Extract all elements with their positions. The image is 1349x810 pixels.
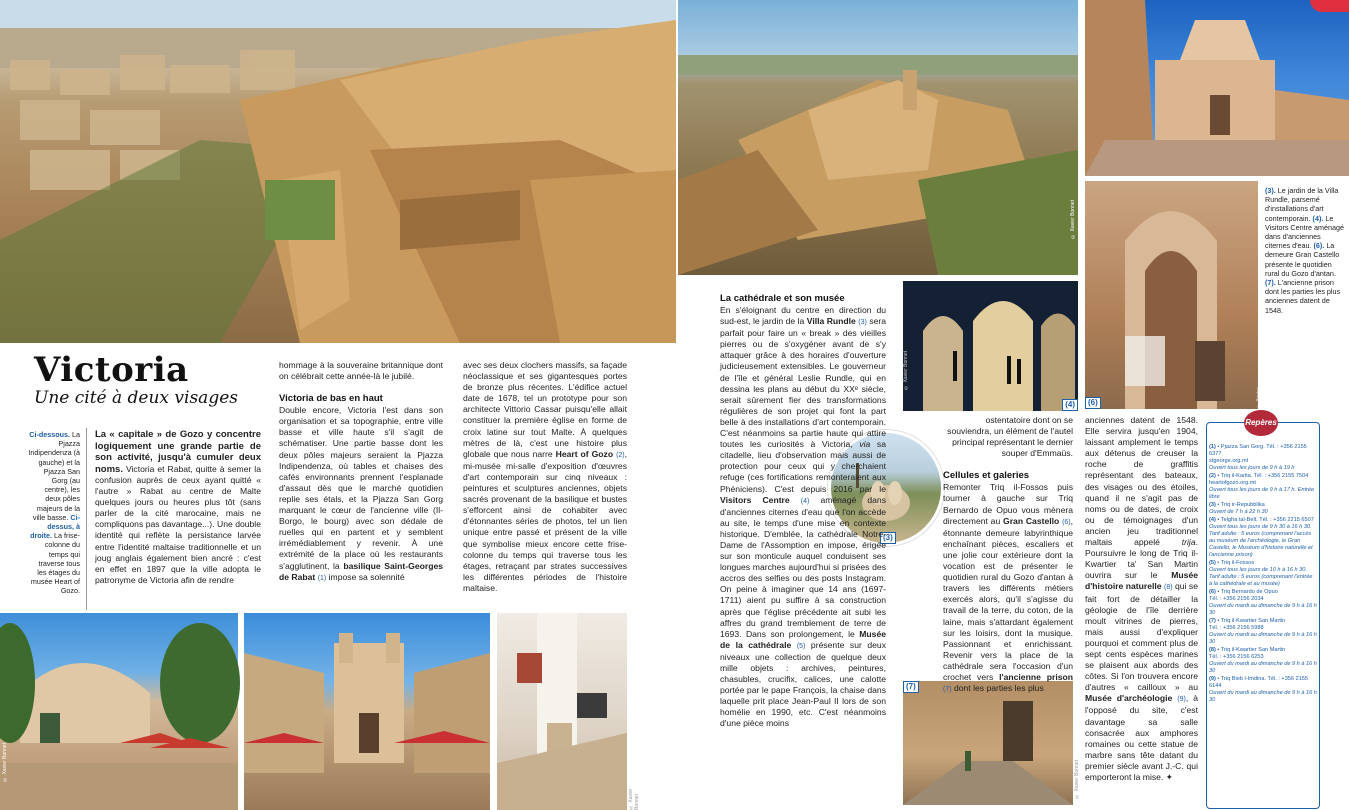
- section-heading: Victoria de bas en haut: [279, 393, 383, 405]
- reperes-hours: Ouvert du mardi au dimanche de 9 h à 16 h 30: [1209, 632, 1317, 645]
- body-text: aménagé dans d'anciennes citernes d'eau que l'on accède au site, le temps d'une mise en contexte historique. D'emblée, la cathédrale Notre-Dame de l'Assomption en impose, érigée sur son monticule auquel conduisent ses longues marches aujourd'hui si prisées des accros des selfies ou des posts Instagram. On peine à imaginer que 14 ans (1697-1711) aient pu suffire à sa construction après que l'église précédente ait subi les affres du grand tremblement de terre de 1693. Dans son prolongement, le: [720, 494, 886, 639]
- place-link: Musée d'histoire naturelle: [1085, 570, 1199, 592]
- reperes-contact: stgeorge.org.mt: [1209, 458, 1249, 464]
- reperes-contact: heartofgozo.org.mt: [1209, 480, 1256, 486]
- section-heading: La cathédrale et son musée: [720, 293, 845, 304]
- heart-of-gozo-photo: [497, 613, 627, 810]
- reperes-address: • Pjazza San Gorg. Tél. : +356 2155 6377: [1209, 444, 1307, 457]
- reperes-item: [1209, 473, 1317, 501]
- ref-number: (1): [317, 574, 327, 582]
- reperes-address: • Triq il-Karita. Tél. : +356 2155 7504: [1217, 473, 1309, 479]
- lead-text: La « capitale » de Gozo y concentre logiquement une grande partie de son activité, jusqu'à cumuler deux noms.: [95, 429, 261, 475]
- body-text: , mi-musée mi-salle d'exposition d'œuvres d'art contemporain sur cinq niveaux : peintures et sculptures anciennes, objets sacrés provenant de la basilique et bustes s'efforcent ainsi de cohabiter avec d'étonnantes séries de photos, tel un lien unique entre passé et présent de la ville que symbolise mieux encore cette frise-colonne du temps qui traverse tous les étages, retraçant par strates successives les différentes périodes de l'histoire maltaise.: [463, 448, 628, 593]
- reperes-contact: Tél. : +356 2156 2034: [1209, 596, 1264, 602]
- body-text: avec ses deux clochers massifs, sa façade néoclassique et ses gigantesques portes de bronze plus récentes. L'édifice actuel date de 1678, tel un prototype pour son architecte Vittorio Cassar puisqu'elle allait constituer la première église en forme de croix latine sur tout Malte. À quelques mètres de là, c'est une histoire plus globale que nous narre: [463, 360, 627, 459]
- corner-badge: [1310, 0, 1349, 12]
- reperes-address: • Triq il-Fossos: [1217, 560, 1255, 566]
- reperes-list: [1209, 444, 1317, 705]
- caption-text: La frise-colonne du temps qui traverse tous les étages du musée Heart of Gozo.: [30, 531, 80, 596]
- ref-number: (8): [1164, 584, 1173, 592]
- reperes-item: [1209, 502, 1317, 516]
- reperes-hours: Ouvert de 7 h à 22 h 30: [1209, 509, 1268, 515]
- place-link: Musée de la cathédrale: [720, 628, 887, 650]
- photo-credit: © Xavier Bonnet: [1074, 760, 1080, 799]
- caption-label: Ci-dessous.: [29, 430, 70, 439]
- visitors-centre-photo: [903, 281, 1078, 411]
- reperes-contact: Tél. : +356 2156 5988: [1209, 625, 1264, 631]
- place-link: Heart of Gozo: [555, 448, 614, 459]
- caption-text: La demeure Gran Castello présente le quotidien rural du Gozo d'antan.: [1265, 241, 1340, 278]
- caption-label: (7).: [1265, 278, 1276, 288]
- body-column-6: [1085, 415, 1198, 808]
- body-text: via: [859, 439, 871, 450]
- ref-number: (9): [1177, 696, 1186, 704]
- reperes-item: [1209, 676, 1317, 704]
- reperes-address: • Triq ir-Repubblika: [1217, 502, 1265, 508]
- reperes-item: [1209, 444, 1317, 472]
- section-heading: Cellules et galeries: [943, 470, 1030, 482]
- body-text: hommage à la souveraine britannique dont on célébrait cette année-là le jubilé.: [279, 360, 443, 382]
- ref-number: (5): [796, 642, 806, 650]
- body-column-4: [720, 292, 886, 810]
- reperes-hours: Ouvert tous les jours de 9 h à 19 h: [1209, 465, 1295, 471]
- ref-number: (4): [800, 497, 810, 505]
- ref-number: (2): [616, 451, 625, 459]
- caption-text: L'ancienne prison dont les parties les plus anciennes datent de 1548.: [1265, 278, 1341, 315]
- photo-credit: © Xavier Bonnet: [1256, 387, 1268, 409]
- cathedral-facade-photo: [1085, 0, 1349, 176]
- photo-credit: © Xavier Bonnet: [2, 743, 8, 782]
- pjazza-san-gorg-photo: [244, 613, 490, 810]
- place-link: Visitors Centre: [720, 494, 790, 505]
- reperes-address: • Triq il-Kwartier San Martin: [1217, 618, 1286, 624]
- body-text: En s'éloignant du centre en direction du sud-est, le jardin de la: [720, 305, 886, 327]
- reperes-item: [1209, 517, 1317, 559]
- reperes-number: (7): [1209, 618, 1216, 624]
- reperes-badge: Repères: [1244, 410, 1278, 436]
- caption-text: Le jardin de la Villa Rundle, parsemé d'installations d'art contemporain.: [1265, 186, 1339, 223]
- body-column-3: [463, 360, 627, 610]
- reperes-address: • Triq il-Kwartier San Martin: [1217, 647, 1286, 653]
- reperes-number: (4): [1209, 517, 1216, 523]
- body-text: , à l'opposé du site, c'est davantage sa salle consacrée aux amphores romaines ou cette statue de marbre sans tête datant du premier siècle avant J.-C. qui emporteront la mise. ✦: [1085, 693, 1199, 782]
- photo-credit: © Xavier Bonnet: [903, 351, 909, 390]
- place-link: Musée d'archéologie: [1085, 693, 1173, 704]
- place-link: Gran Castello: [1003, 515, 1060, 526]
- reperes-number: (9): [1209, 676, 1216, 682]
- place-link: basilique Saint-Georges de Rabat: [279, 560, 444, 582]
- right-photo-caption: [1265, 186, 1345, 315]
- reperes-number: (8): [1209, 647, 1216, 653]
- body-text: sa citadelle, lieu d'observation mais aussi de protection pour ceux qui y cherchaient refuge (ces fortifications remonteraient aux Phéniciens). C'est depuis 2016 par le: [720, 439, 886, 494]
- body-text: anciennes datent de 1548. Elle servira jusqu'en 1904, laissant amplement le temps aux détenus de creuser la roche de graffitis représentant des bateaux, des visages ou des étoiles, quand il ne s'agit pas de noms ou de dates, de croix ou de témoignages d'un ancien jeu traditionnel maltais appelé: [1085, 415, 1198, 548]
- body-text: sera parfait pour faire un « break » des vieilles pierres ou de s'oxygéner avant de s'y attaquer grâce à des horaires d'ouverture judicieusement extensibles. Le gouverneur de l'île et général Leslie Rundle, qui en dessina les plans au début du XXᵉ siècle, serait sûrement fier des transformations régulières de son projet qui font la part belle à des installations d'art contemporain. C'est néanmoins sa partie haute qui attire toutes les curiosités à Victoria,: [720, 316, 887, 450]
- body-text: Remonter Triq il-Fossos puis tourner à gauche sur Triq Bernardo de Opuo vous mènera directement au: [943, 482, 1073, 526]
- ref-number: (6): [1062, 518, 1071, 526]
- citadel-aerial-photo: [0, 0, 676, 343]
- reperes-hours: Ouvert tous les jours de 9 h à 17 h. Entrée libre: [1209, 487, 1315, 500]
- ref-number: (7): [943, 686, 952, 694]
- caption-text: La Pjazza Indipendenza (à gauche) et la Pjazza San Gorg (au centre), les deux pôles majeurs de la ville basse.: [28, 430, 80, 522]
- body-text: impose sa solennité: [328, 571, 405, 582]
- left-photo-caption: [28, 430, 80, 596]
- body-column-2: [279, 360, 443, 610]
- caption-divider: [86, 428, 87, 610]
- body-column-5: [903, 415, 1074, 694]
- body-text: dont les parties les plus: [953, 683, 1044, 694]
- reperes-address: • Triq Bieb l-Imdina. Tél. : +356 2155 6144: [1209, 676, 1309, 689]
- caption-label: (4).: [1312, 213, 1324, 223]
- caption-label: Ci-dessus, à droite.: [30, 512, 80, 541]
- reperes-address: • Triq Bernardo de Opuo: [1217, 589, 1278, 595]
- pjazza-indipendenza-photo: [0, 613, 238, 810]
- body-text: , étonnante demeure labyrinthique enchaînant pièces, escaliers et une jolie cour extérieure dont la vocation est de présenter le quotidien rural du Gozo d'antan à travers les différents métiers exercés alors, qu'il s'agisse du travail de la terre, du coton, de la laine, mais s'attardant également sur les loisirs, dont la musique. Passionnant et enrichissant. Revenir vers la place de la cathédrale sera l'occasion d'un crochet vers: [943, 515, 1074, 682]
- photo-credit: © Xavier Bonnet: [628, 788, 640, 810]
- caption-text: Le Visitors Centre aménagé dans d'anciennes citernes d'eau.: [1265, 213, 1344, 251]
- reperes-item: [1209, 647, 1317, 675]
- reperes-number: (5): [1209, 560, 1216, 566]
- body-text: trija: [1181, 537, 1196, 548]
- citadel-panorama-photo: [678, 0, 1078, 275]
- photo-credit: © Xavier Bonnet: [1070, 200, 1076, 239]
- body-text: Double encore, Victoria l'est dans son organisation et sa topographie, entre ville basse et ville haute s'il s'agit de schématiser. Une partie basse dont les deux pôles majeurs seraient la Pjazza Indipendenza, où tables et chaises des cafés environnants prennent l'esplanade d'assaut dès que le marché quotidien replie ses étals, et la Pjazza San Gorg marquant le cœur de l'ancienne ville (Il-Borgo, le bourg) avec son dédale de ruelles qui en partent et y semblent irrémédiablement y revenir. À une extrémité de la place où les restaurants s'agglutinent, la: [279, 405, 443, 571]
- reperes-number: (3): [1209, 502, 1216, 508]
- photo-number: (4): [1062, 399, 1078, 411]
- body-text: présente sur deux niveaux une collection de quelque deux mille objets : archives, peintures, chasubles, crucifix, calices, une calotte portée par le pape François, la chaise dans laquelle prit place Jean-Paul II lors de son homélie en 1990, etc. C'est néanmoins d'une pièce moins: [720, 639, 887, 729]
- reperes-number: (2): [1209, 473, 1216, 479]
- reperes-hours: Ouvert du mardi au dimanche de 9 h à 16 h 30: [1209, 690, 1317, 703]
- reperes-address: • Telgħa tal-Belt. Tél. : +356 2215 6507: [1217, 517, 1314, 523]
- reperes-number: (6): [1209, 589, 1216, 595]
- body-text: ostentatoire dont on se souviendra, un élément de l'autel principal représentant le dernier souper d'Emmaüs.: [947, 415, 1073, 459]
- reperes-number: (1): [1209, 444, 1216, 450]
- photo-number: (3): [880, 532, 896, 544]
- reperes-hours: Ouvert du mardi au dimanche de 9 h à 16 h 30: [1209, 661, 1317, 674]
- old-prison-photo: [903, 681, 1073, 805]
- photo-number: (7): [903, 681, 919, 693]
- reperes-hours: Ouvert tous les jours de 9 h 30 à 16 h 30. Tarif adulte : 5 euros (comprenant l'accès au muséum de l'archéologie, le Gran Castello, le Muséum d'histoire naturelle et l'ancienne prison): [1209, 524, 1313, 558]
- caption-label: (6).: [1313, 241, 1325, 251]
- body-column-1: [95, 429, 261, 609]
- body-text: . Poursuivre le long de Triq il-Kwartier ta' San Martin ouvrira sur le: [1085, 537, 1198, 581]
- place-link: Villa Rundle: [806, 316, 856, 327]
- reperes-hours: Ouvert du mardi au dimanche de 9 h à 16 h 30: [1209, 603, 1317, 616]
- reperes-item: [1209, 618, 1317, 646]
- reperes-item: [1209, 560, 1317, 588]
- reperes-item: [1209, 589, 1317, 617]
- reperes-hours: Ouvert tous les jours de 10 h à 16 h 30. Tarif adulte : 5 euros (comprenant l'entrée à la cathédrale et au musée): [1209, 567, 1313, 587]
- page-subtitle: Une cité à deux visages: [34, 388, 238, 408]
- caption-label: (3).: [1265, 186, 1276, 195]
- ref-number: (3): [858, 319, 867, 327]
- photo-number: (6): [1085, 397, 1101, 409]
- place-link: l'ancienne prison: [999, 671, 1073, 682]
- prison-interior-photo: [1085, 181, 1268, 409]
- body-text: Victoria et Rabat, quitte à semer la confusion auprès de ceux ayant quitté « l'autre » Rabat au centre de Malte quelques jours ou heures plus tôt (sans parler de la cité marocaine, mais ne compliquons pas davantage...). Une double identité qui reflète la persistance larvée entre l'identité maltaise traditionnelle et un joug anglais également bien ancré : c'est en effet en 1897 que la ville adopta le patronyme de Victoria afin de rendre: [95, 463, 261, 585]
- body-text: qui se fait fort de détailler la géologie de l'île derrière moult vitrines de pierres, mais aussi d'expliquer pourquoi et comment plus de sept cents espèces marines se plaisent aux abords des côtes. Si l'on trouvera encore d'autres « cailloux » au: [1085, 581, 1199, 693]
- reperes-contact: Tél. : +356 2156 6253: [1209, 654, 1264, 660]
- page-title: Victoria: [34, 350, 189, 390]
